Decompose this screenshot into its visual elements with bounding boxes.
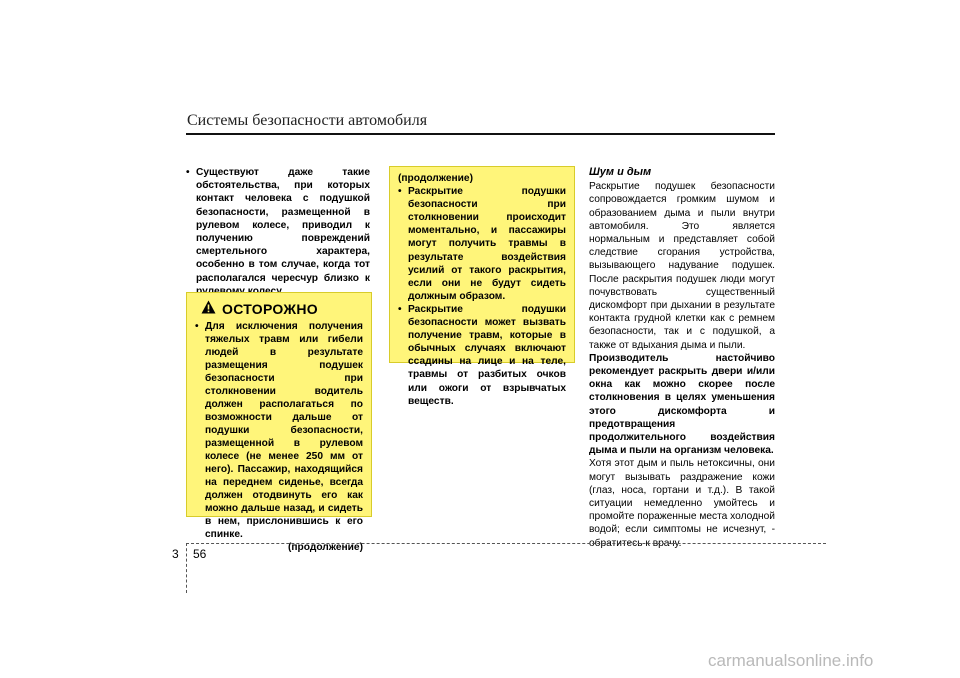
column-left — [186, 166, 370, 298]
bullet-list — [186, 166, 370, 298]
chapter-number: 3 — [172, 547, 179, 561]
watermark: carmanualsonline.info — [708, 651, 874, 670]
header-rule — [186, 133, 775, 135]
page-header-title: Системы безопасности автомобиля — [187, 112, 428, 129]
column-right — [589, 166, 775, 550]
list-item: • Раскрытие подушки безопасности при столкновении происходит моментально, и пассажиры могут получить травмы в результате воздействия усилий от такого раскрытия, если они не будут сидеть должным образом. — [398, 185, 566, 303]
list-item: • Существуют даже такие обстоятельства, при которых контакт человека с подушкой безопасности, размещенной в рулевом колесе, приводил к получению повреждений смертельного характера, особенно в том случае, когда тот располагался чересчур близко к — [186, 166, 370, 298]
warning-triangle-icon — [201, 300, 216, 318]
paragraph-emphasis: Производитель настойчиво рекомендует раскрыть двери и/или окна как можно скорее после столкновения в целях уменьшения этого дискомфорта и предотвращения продолжительного воздействия дыма и пыли на организм человека. — [589, 352, 775, 457]
warning-box — [186, 292, 372, 553]
page-number: 56 — [193, 547, 207, 561]
continuation-box — [389, 166, 575, 407]
list-item: • Раскрытие подушки безопасности может вызвать получение травм, которые в обычных случаях включают ссадины на лице и на теле, травмы от разбитых очков или ожоги от взрывчатых веществ. — [398, 303, 566, 408]
continued-label: (продолжение) — [288, 542, 363, 553]
warning-title: ОСТОРОЖНО — [222, 300, 318, 317]
list-item: • Для исключения получения тяжелых травм или гибели людей в результате размещения подушек безопасности при столкновении водитель должен располагаться по возможности дальше от подушки безопасности, размещенной в рулевом колесе (не менее 250 мм от него). Пассажир, находящийся на переднем сиденье, всегда должен отодвинуть его как можно дальше назад, и сидеть в нем, прислонившись к его спинке. — [195, 320, 363, 541]
continuation-bullet-list — [398, 185, 566, 408]
paragraph: Раскрытие подушек безопасности сопровождается громким шумом и образованием дыма и пыли внутри автомобиля. Это является нормальным и представляет собой следствие сгорания устройства, вызывающего надувание подушек. После раскрытия подушек люди могут почувствовать существенный дискомфорт при дыхании в результате контакта грудной клетки как с ремнем безопасности, так и с подушкой, а также от вдыхания дыма и пыли. — [589, 181, 775, 351]
continuation-heading: (продолжение) — [398, 173, 473, 184]
footer-rule — [186, 543, 826, 544]
footer-divider — [186, 543, 187, 593]
paragraph: Хотя этот дым и пыль нетоксичны, они могут вызывать раздражение кожи (глаз, носа, гортани и т.д.). В такой ситуации немедленно умойтесь и промойте пораженные места холодной водой; если симптомы не исчезнут, - обратитесь к врачу. — [589, 458, 775, 549]
warning-bullet-list — [195, 320, 363, 541]
section-title: Шум и дым — [589, 166, 652, 178]
warning-heading — [201, 300, 363, 318]
